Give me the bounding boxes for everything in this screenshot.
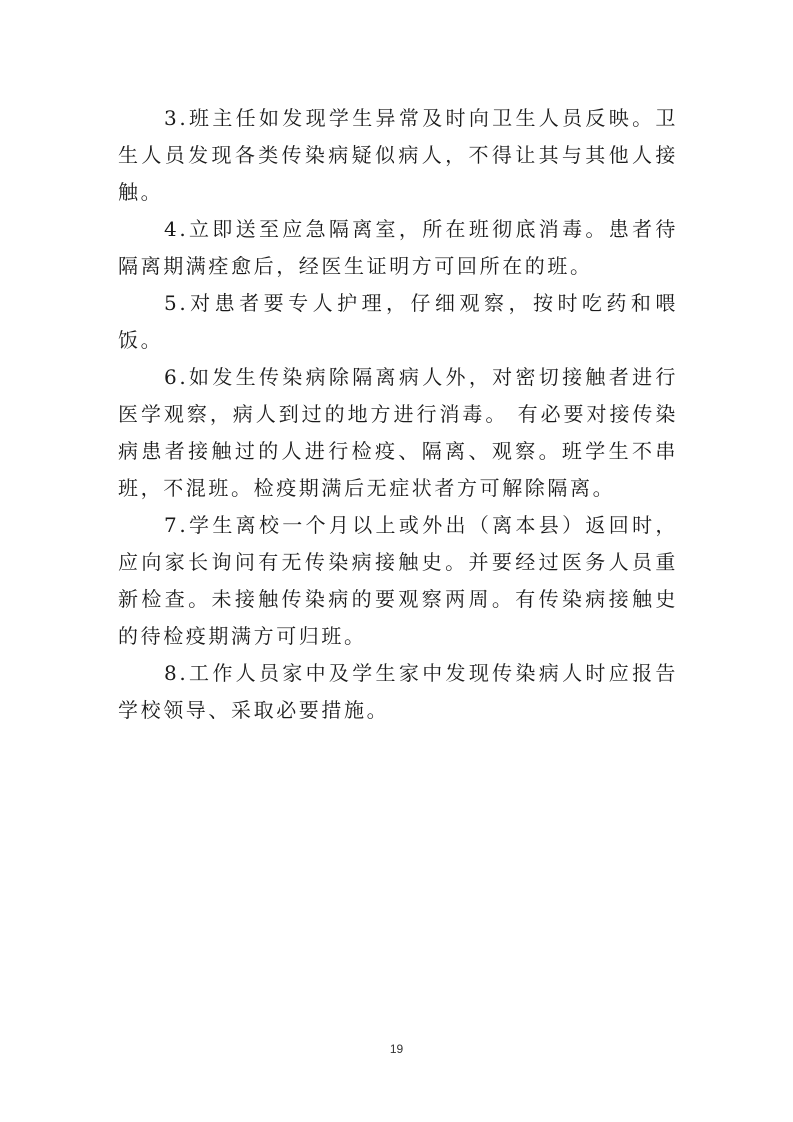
paragraph-3: 3.班主任如发现学生异常及时向卫生人员反映。卫生人员发现各类传染病疑似病人，不得让其与其他人接触。 xyxy=(118,106,678,204)
document-body xyxy=(118,100,678,729)
paragraph-5: 5.对患者要专人护理，仔细观察，按时吃药和喂饭。 xyxy=(118,291,678,352)
paragraph-8: 8.工作人员家中及学生家中发现传染病人时应报告学校领导、采取必要措施。 xyxy=(118,661,678,722)
paragraph-6: 6.如发生传染病除隔离病人外，对密切接触者进行医学观察，病人到过的地方进行消毒。 有必要对接传染病患者接触过的人进行检疫、隔离、观察。班学生不串班，不混班。检疫期满后无症状者方可解除隔离。 xyxy=(118,365,678,500)
paragraph-4: 4.立即送至应急隔离室，所在班彻底消毒。患者待隔离期满痊愈后，经医生证明方可回所在的班。 xyxy=(118,217,678,278)
page-number: 19 xyxy=(389,1042,404,1056)
paragraph-7: 7.学生离校一个月以上或外出（离本县）返回时，应向家长询问有无传染病接触史。并要经过医务人员重新检查。未接触传染病的要观察两周。有传染病接触史的待检疫期满方可归班。 xyxy=(118,513,678,648)
